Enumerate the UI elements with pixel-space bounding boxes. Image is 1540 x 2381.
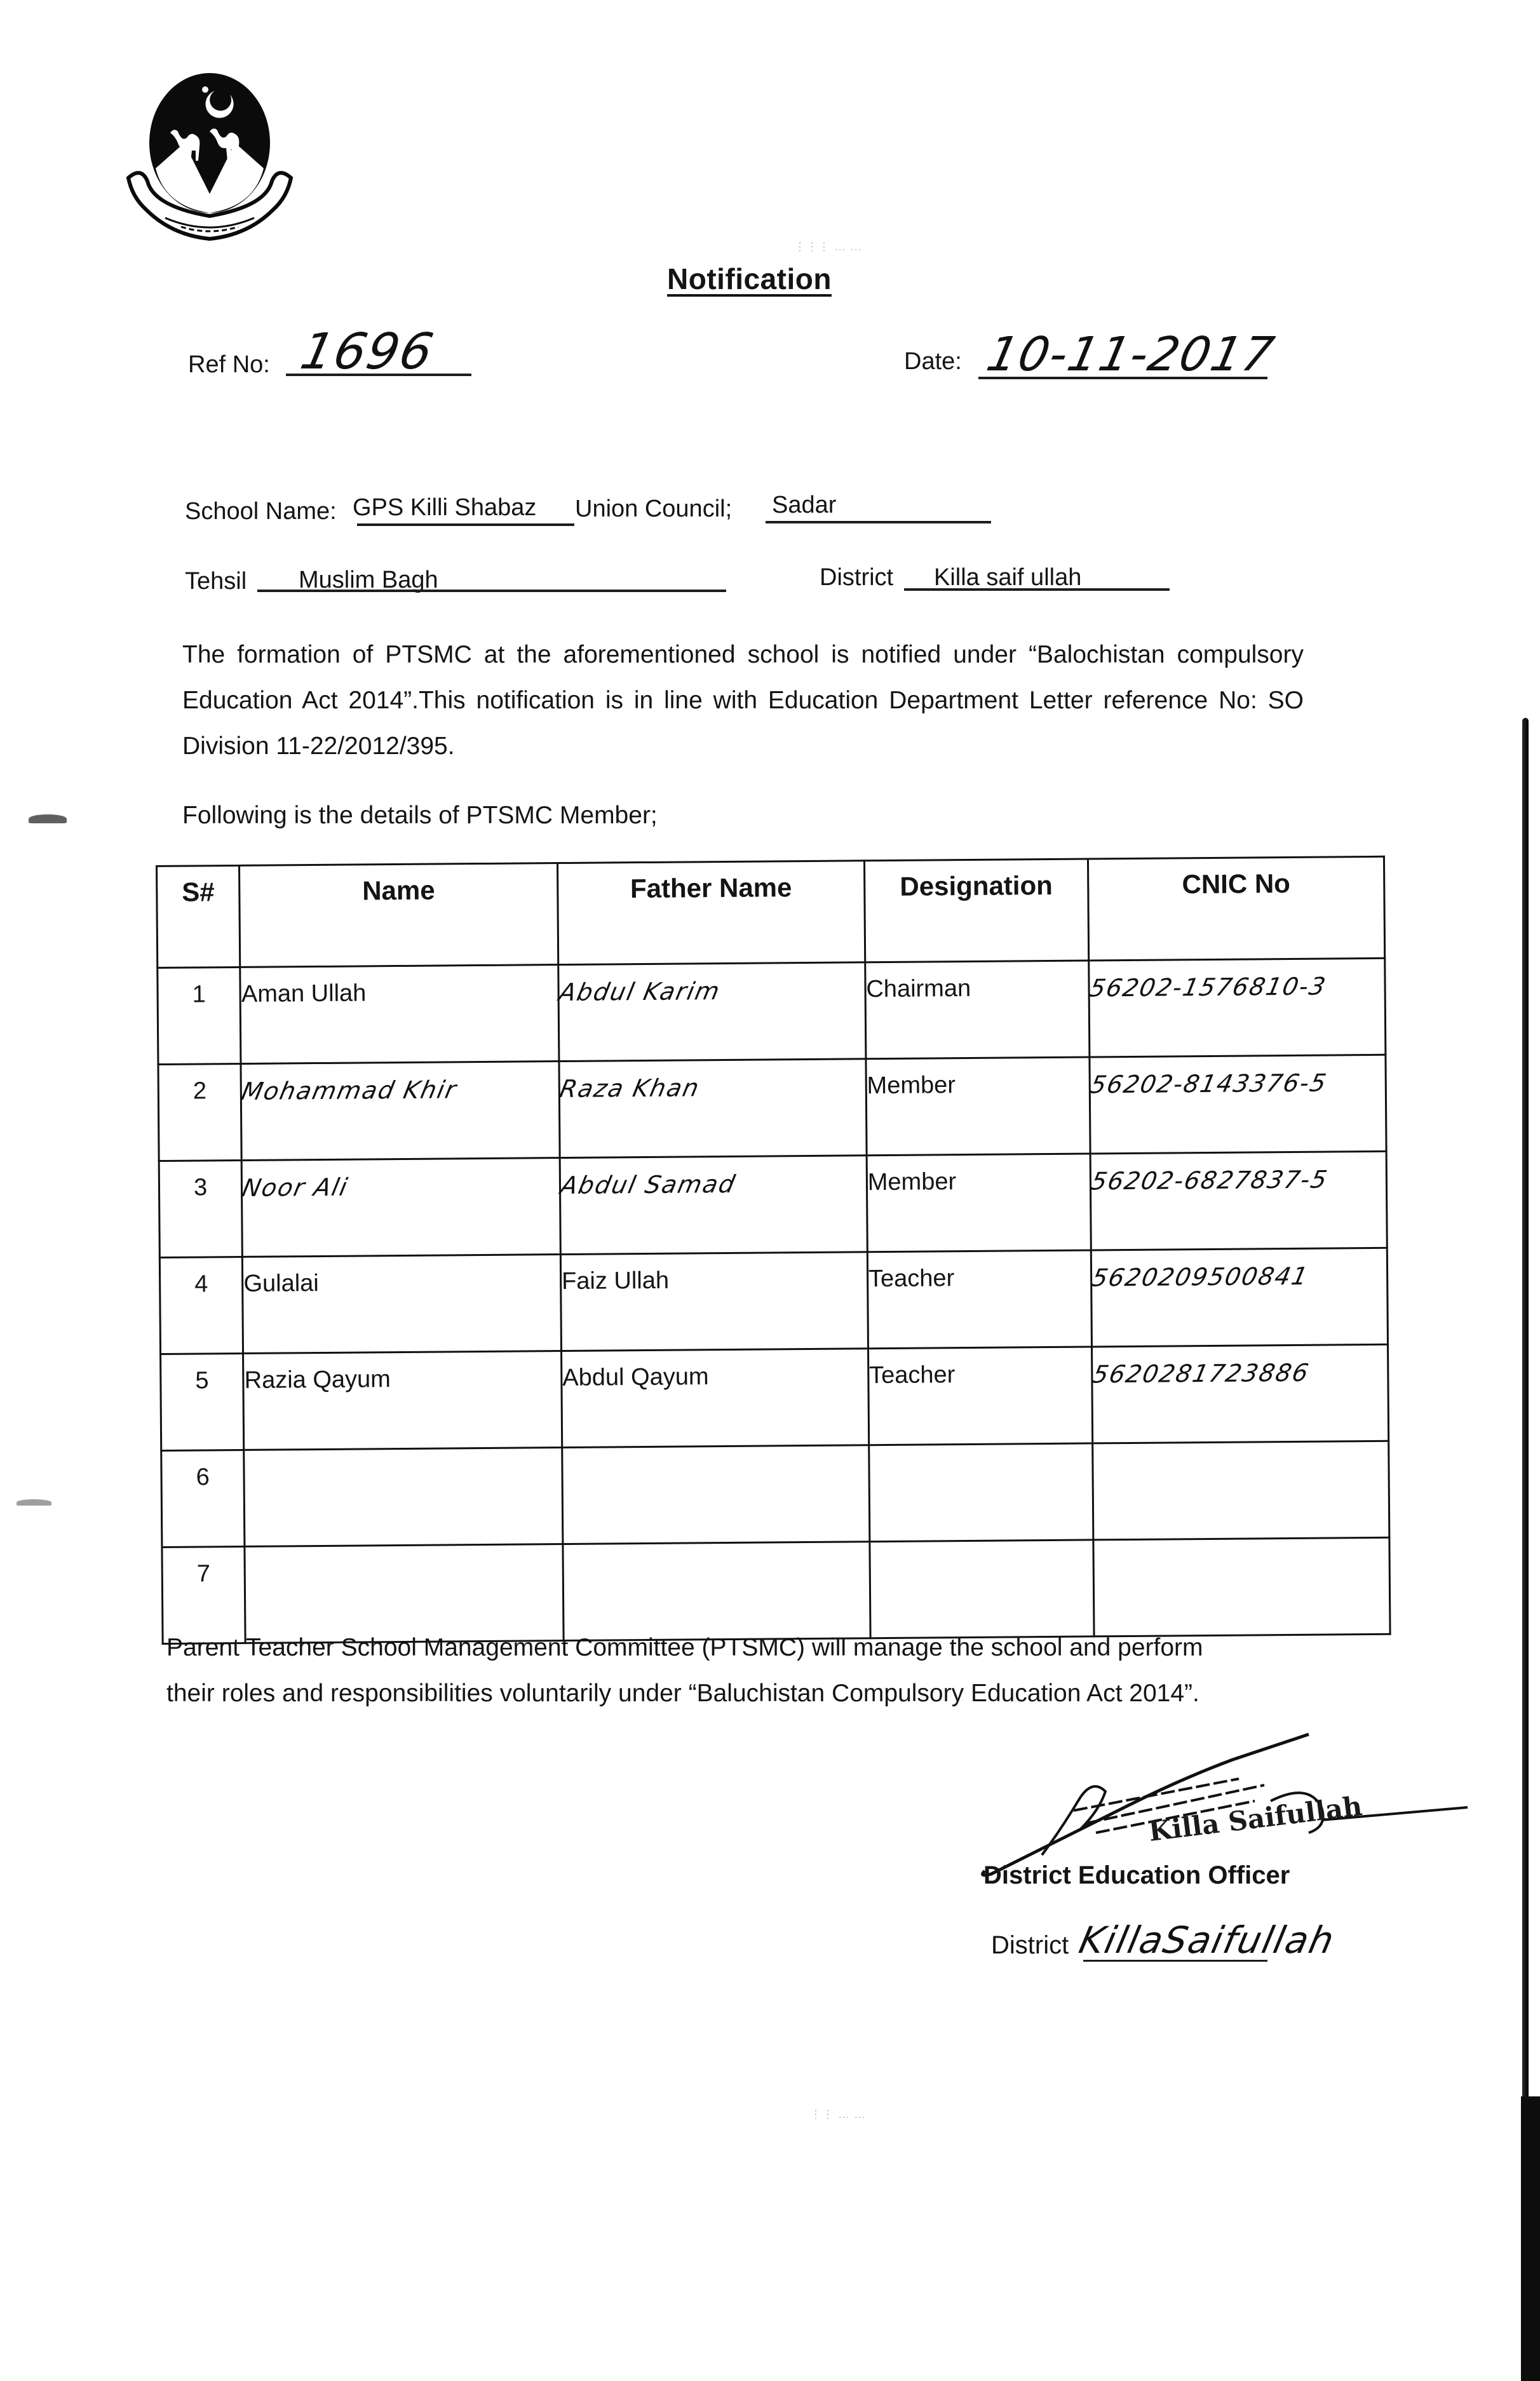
table-row: [159, 1248, 1388, 1354]
cell-sn: 7: [162, 1546, 245, 1643]
tehsil-label: Tehsil: [185, 568, 247, 595]
page-title: Notification: [667, 262, 832, 295]
cell-designation: Chairman: [865, 961, 1090, 1059]
cell-father-name: [562, 1445, 870, 1544]
table-row: [161, 1441, 1389, 1547]
cell-cnic: [1093, 1537, 1390, 1636]
school-name-value: GPS Killi Shabaz: [353, 494, 537, 521]
cell-designation: Member: [867, 1154, 1091, 1252]
cell-cnic: [1091, 1248, 1388, 1347]
faint-stamp-mark: ⋮⋮⋮ … …: [794, 240, 863, 253]
cell-cnic: [1090, 1151, 1387, 1250]
table-row: [158, 1055, 1386, 1161]
ptsmc-members-table: [156, 856, 1391, 1645]
handwritten-father-name: Abdul Samad: [558, 1170, 739, 1200]
cell-sn: 5: [161, 1353, 244, 1450]
cell-designation: Member: [866, 1057, 1090, 1156]
cell-cnic: [1086, 958, 1386, 1057]
union-council-underline: [766, 521, 991, 523]
cell-name: Razia Qayum: [243, 1351, 562, 1450]
union-council-value: Sadar: [772, 492, 837, 518]
district-underline: [904, 588, 1170, 591]
cell-sn: 1: [158, 967, 241, 1064]
handwritten-district: KillaSaifullah: [1075, 1919, 1339, 1962]
header-designation: Designation: [864, 859, 1088, 962]
officer-signature: [966, 1728, 1474, 1880]
handwritten-father-name: Raza Khan: [557, 1074, 703, 1103]
date-handwritten: 10-11-2017: [982, 327, 1280, 382]
handwritten-cnic: 56202-1576810-3: [1086, 972, 1329, 1002]
cell-cnic: [1090, 1055, 1386, 1154]
handwritten-name: Mohammad Khir: [239, 1076, 460, 1105]
cell-father-name: [560, 1156, 867, 1255]
cell-name: [241, 1062, 560, 1161]
cell-name: [241, 1158, 560, 1257]
handwritten-cnic: 56202-8143376-5: [1088, 1069, 1330, 1099]
cell-sn: 4: [159, 1257, 243, 1354]
cell-designation: [869, 1443, 1093, 1542]
cell-father-name: [559, 1059, 867, 1158]
header-name: Name: [240, 863, 558, 968]
ref-no-label: Ref No:: [188, 351, 270, 378]
table-row: [158, 958, 1386, 1064]
scan-edge-shadow-bottom: [1521, 2096, 1540, 2381]
cell-name: Aman Ullah: [240, 965, 559, 1064]
table-header-row: [157, 856, 1385, 968]
union-council-label: Union Council;: [575, 496, 733, 522]
date-label: Date:: [904, 348, 962, 375]
school-name-underline: [357, 523, 574, 526]
table-row: [159, 1151, 1387, 1257]
faint-stamp-mark: ⋮⋮ … …: [810, 2108, 867, 2121]
handwritten-name: Noor Ali: [240, 1173, 351, 1202]
handwritten-cnic: 5620281723886: [1090, 1358, 1312, 1389]
header-father-name: Father Name: [557, 861, 865, 965]
intro-paragraph: The formation of PTSMC at the aforementioned school is notified under “Balochistan compulsory Education Act 2014”.This notification is in line with Education Department Letter reference No: SO Division 11-22/2012/395.: [182, 641, 1304, 760]
table-row: [161, 1344, 1389, 1450]
header-sn: S#: [157, 865, 241, 968]
handwritten-cnic: 5620209500841: [1089, 1262, 1311, 1292]
cell-designation: Teacher: [867, 1250, 1091, 1349]
cell-father-name: Abdul Qayum: [561, 1349, 868, 1448]
cell-cnic: [1091, 1344, 1388, 1443]
cell-sn: 6: [161, 1450, 245, 1547]
cell-name: Gulalai: [243, 1255, 562, 1354]
cell-father-name: [558, 962, 866, 1062]
cell-sn: 3: [159, 1160, 242, 1257]
tehsil-value: Muslim Bagh: [299, 567, 438, 593]
district-value: Killa saif ullah: [934, 564, 1082, 591]
district-label: District: [820, 564, 894, 591]
cell-father-name: Faiz Ullah: [560, 1252, 868, 1351]
header-cnic: CNIC No: [1088, 856, 1384, 961]
government-emblem-logo: [121, 67, 299, 251]
officer-district-value: [1075, 1919, 1339, 1962]
stamp-text: Killa Saifullah: [1147, 1790, 1364, 1847]
cell-name: [244, 1448, 563, 1547]
cell-sn: 2: [158, 1063, 241, 1161]
tehsil-underline: [257, 590, 726, 592]
officer-district-label: District: [991, 1931, 1069, 1959]
cell-designation: Teacher: [868, 1347, 1092, 1445]
date-value: [982, 327, 1280, 382]
handwritten-cnic: 56202-6827837-5: [1088, 1165, 1331, 1196]
scan-smudge: [29, 814, 67, 823]
cell-cnic: [1093, 1441, 1389, 1540]
officer-title: District Education Officer: [983, 1861, 1290, 1889]
cell-designation: [870, 1540, 1094, 1638]
scan-smudge: [17, 1499, 51, 1506]
school-name-label: School Name:: [185, 498, 337, 525]
ref-no-value: [295, 323, 440, 381]
members-intro-line: Following is the details of PTSMC Member;: [182, 802, 658, 829]
ref-no-handwritten: 1696: [295, 323, 440, 381]
closing-paragraph: Parent Teacher School Management Committee (PTSMC) will manage the school and perform their roles and responsibilities voluntarily under “Baluchistan Compulsory Education Act 2014”.: [166, 1634, 1203, 1707]
handwritten-father-name: Abdul Karim: [557, 976, 724, 1007]
